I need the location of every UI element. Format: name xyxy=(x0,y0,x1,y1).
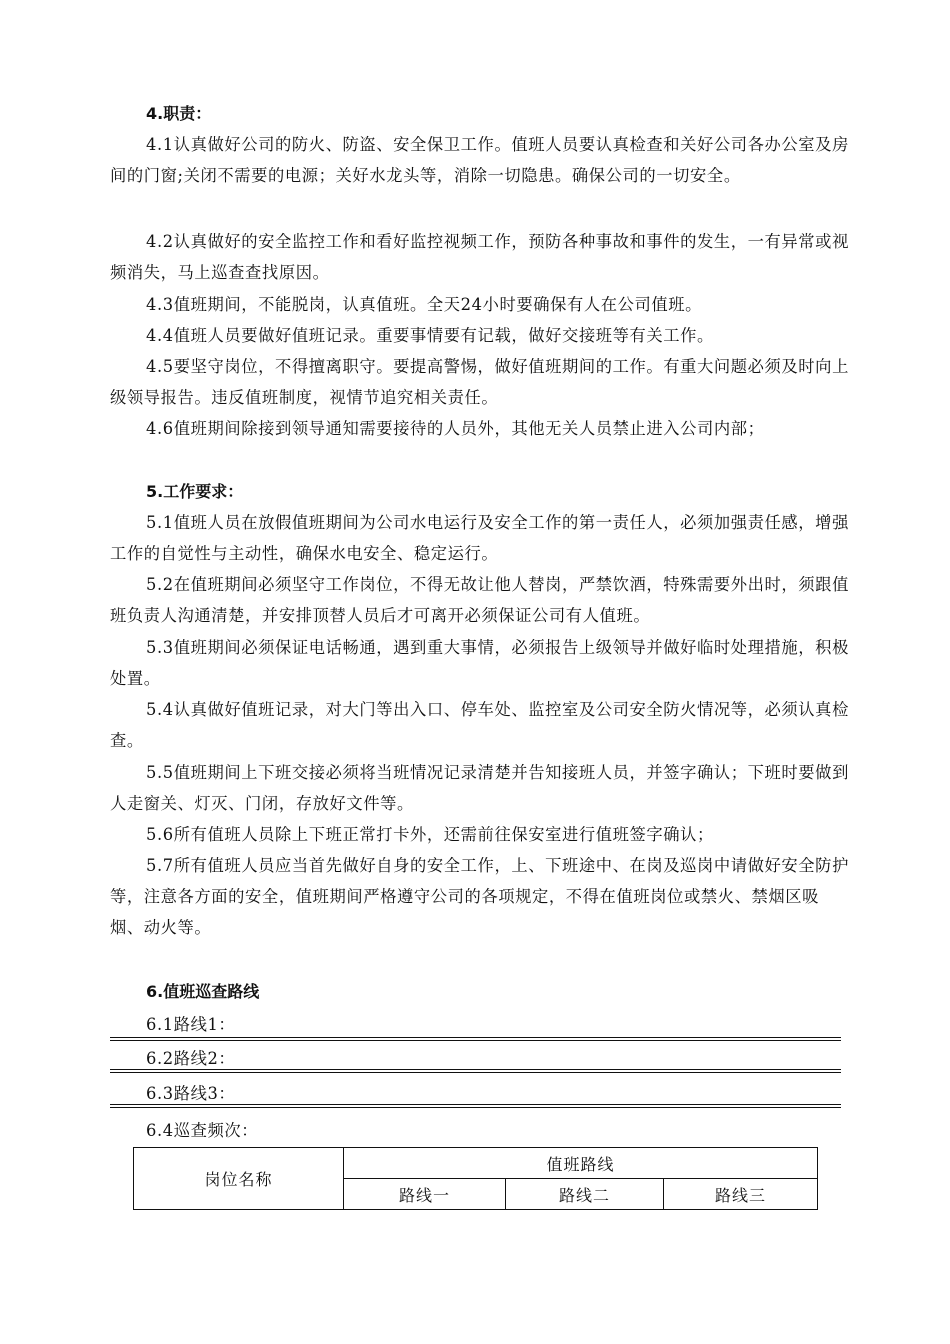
clause-4-2: 4.2认真做好的安全监控工作和看好监控视频工作，预防各种事故和事件的发生，一有异常或视频消失，马上巡查查找原因。 xyxy=(110,232,849,282)
clause-4-5: 4.5要坚守岗位，不得擅离职守。要提高警惕，做好值班期间的工作。有重大问题必须及时向上级领导报告。违反值班制度，视情节追究相关责任。 xyxy=(110,357,849,407)
clause-5-7: 5.7所有值班人员应当首先做好自身的安全工作，上、下班途中、在岗及巡岗中请做好安全防护等，注意各方面的安全，值班期间严格遵守公司的各项规定，不得在值班岗位或禁火、禁烟区吸烟、动火等。 xyxy=(110,856,849,937)
clause-4-4: 4.4值班人员要做好值班记录。重要事情要有记载，做好交接班等有关工作。 xyxy=(146,326,714,345)
section-4-heading: 4.职责： xyxy=(146,104,212,123)
clause-5-6: 5.6所有值班人员除上下班正常打卡外，还需前往保安室进行值班签字确认； xyxy=(146,825,714,844)
patrol-frequency-label: 6.4巡查频次： xyxy=(146,1121,259,1140)
clause-5-2: 5.2在值班期间必须坚守工作岗位，不得无故让他人替岗，严禁饮酒，特殊需要外出时，须跟值班负责人沟通清楚，并安排顶替人员后才可离开必须保证公司有人值班。 xyxy=(110,575,849,625)
section-5-heading: 5.工作要求： xyxy=(146,482,244,501)
clause-4-3: 4.3值班期间，不能脱岗，认真值班。全天24小时要确保有人在公司值班。 xyxy=(146,295,703,314)
patrol-frequency-table xyxy=(133,1147,818,1210)
clause-5-1: 5.1值班人员在放假值班期间为公司水电运行及安全工作的第一责任人，必须加强责任感，增强工作的自觉性与主动性，确保水电安全、稳定运行。 xyxy=(110,513,849,563)
route-3-label: 6.3路线3： xyxy=(146,1084,236,1103)
duty-routes-header: 值班路线 xyxy=(344,1148,818,1179)
post-name-header: 岗位名称 xyxy=(134,1148,344,1210)
route-3-divider xyxy=(110,1104,841,1108)
route-1-divider xyxy=(110,1037,841,1041)
route-three-header: 路线三 xyxy=(664,1179,818,1210)
route-2-label: 6.2路线2： xyxy=(146,1049,236,1068)
clause-4-1: 4.1认真做好公司的防火、防盗、安全保卫工作。值班人员要认真检查和关好公司各办公室及房间的门窗;关闭不需要的电源；关好水龙头等，消除一切隐患。确保公司的一切安全。 xyxy=(110,135,849,185)
section-6-heading: 6.值班巡查路线 xyxy=(146,982,260,1001)
route-2-divider xyxy=(110,1069,841,1073)
clause-5-4: 5.4认真做好值班记录，对大门等出入口、停车处、监控室及公司安全防火情况等，必须认真检查。 xyxy=(110,700,849,750)
route-two-header: 路线二 xyxy=(506,1179,664,1210)
clause-5-3: 5.3值班期间必须保证电话畅通，遇到重大事情，必须报告上级领导并做好临时处理措施，积极处置。 xyxy=(110,638,849,688)
route-one-header: 路线一 xyxy=(344,1179,506,1210)
clause-5-5: 5.5值班期间上下班交接必须将当班情况记录清楚并告知接班人员，并签字确认；下班时要做到人走窗关、灯灭、门闭，存放好文件等。 xyxy=(110,763,849,813)
route-1-label: 6.1路线1： xyxy=(146,1015,236,1034)
clause-4-6: 4.6值班期间除接到领导通知需要接待的人员外，其他无关人员禁止进入公司内部； xyxy=(146,419,765,438)
